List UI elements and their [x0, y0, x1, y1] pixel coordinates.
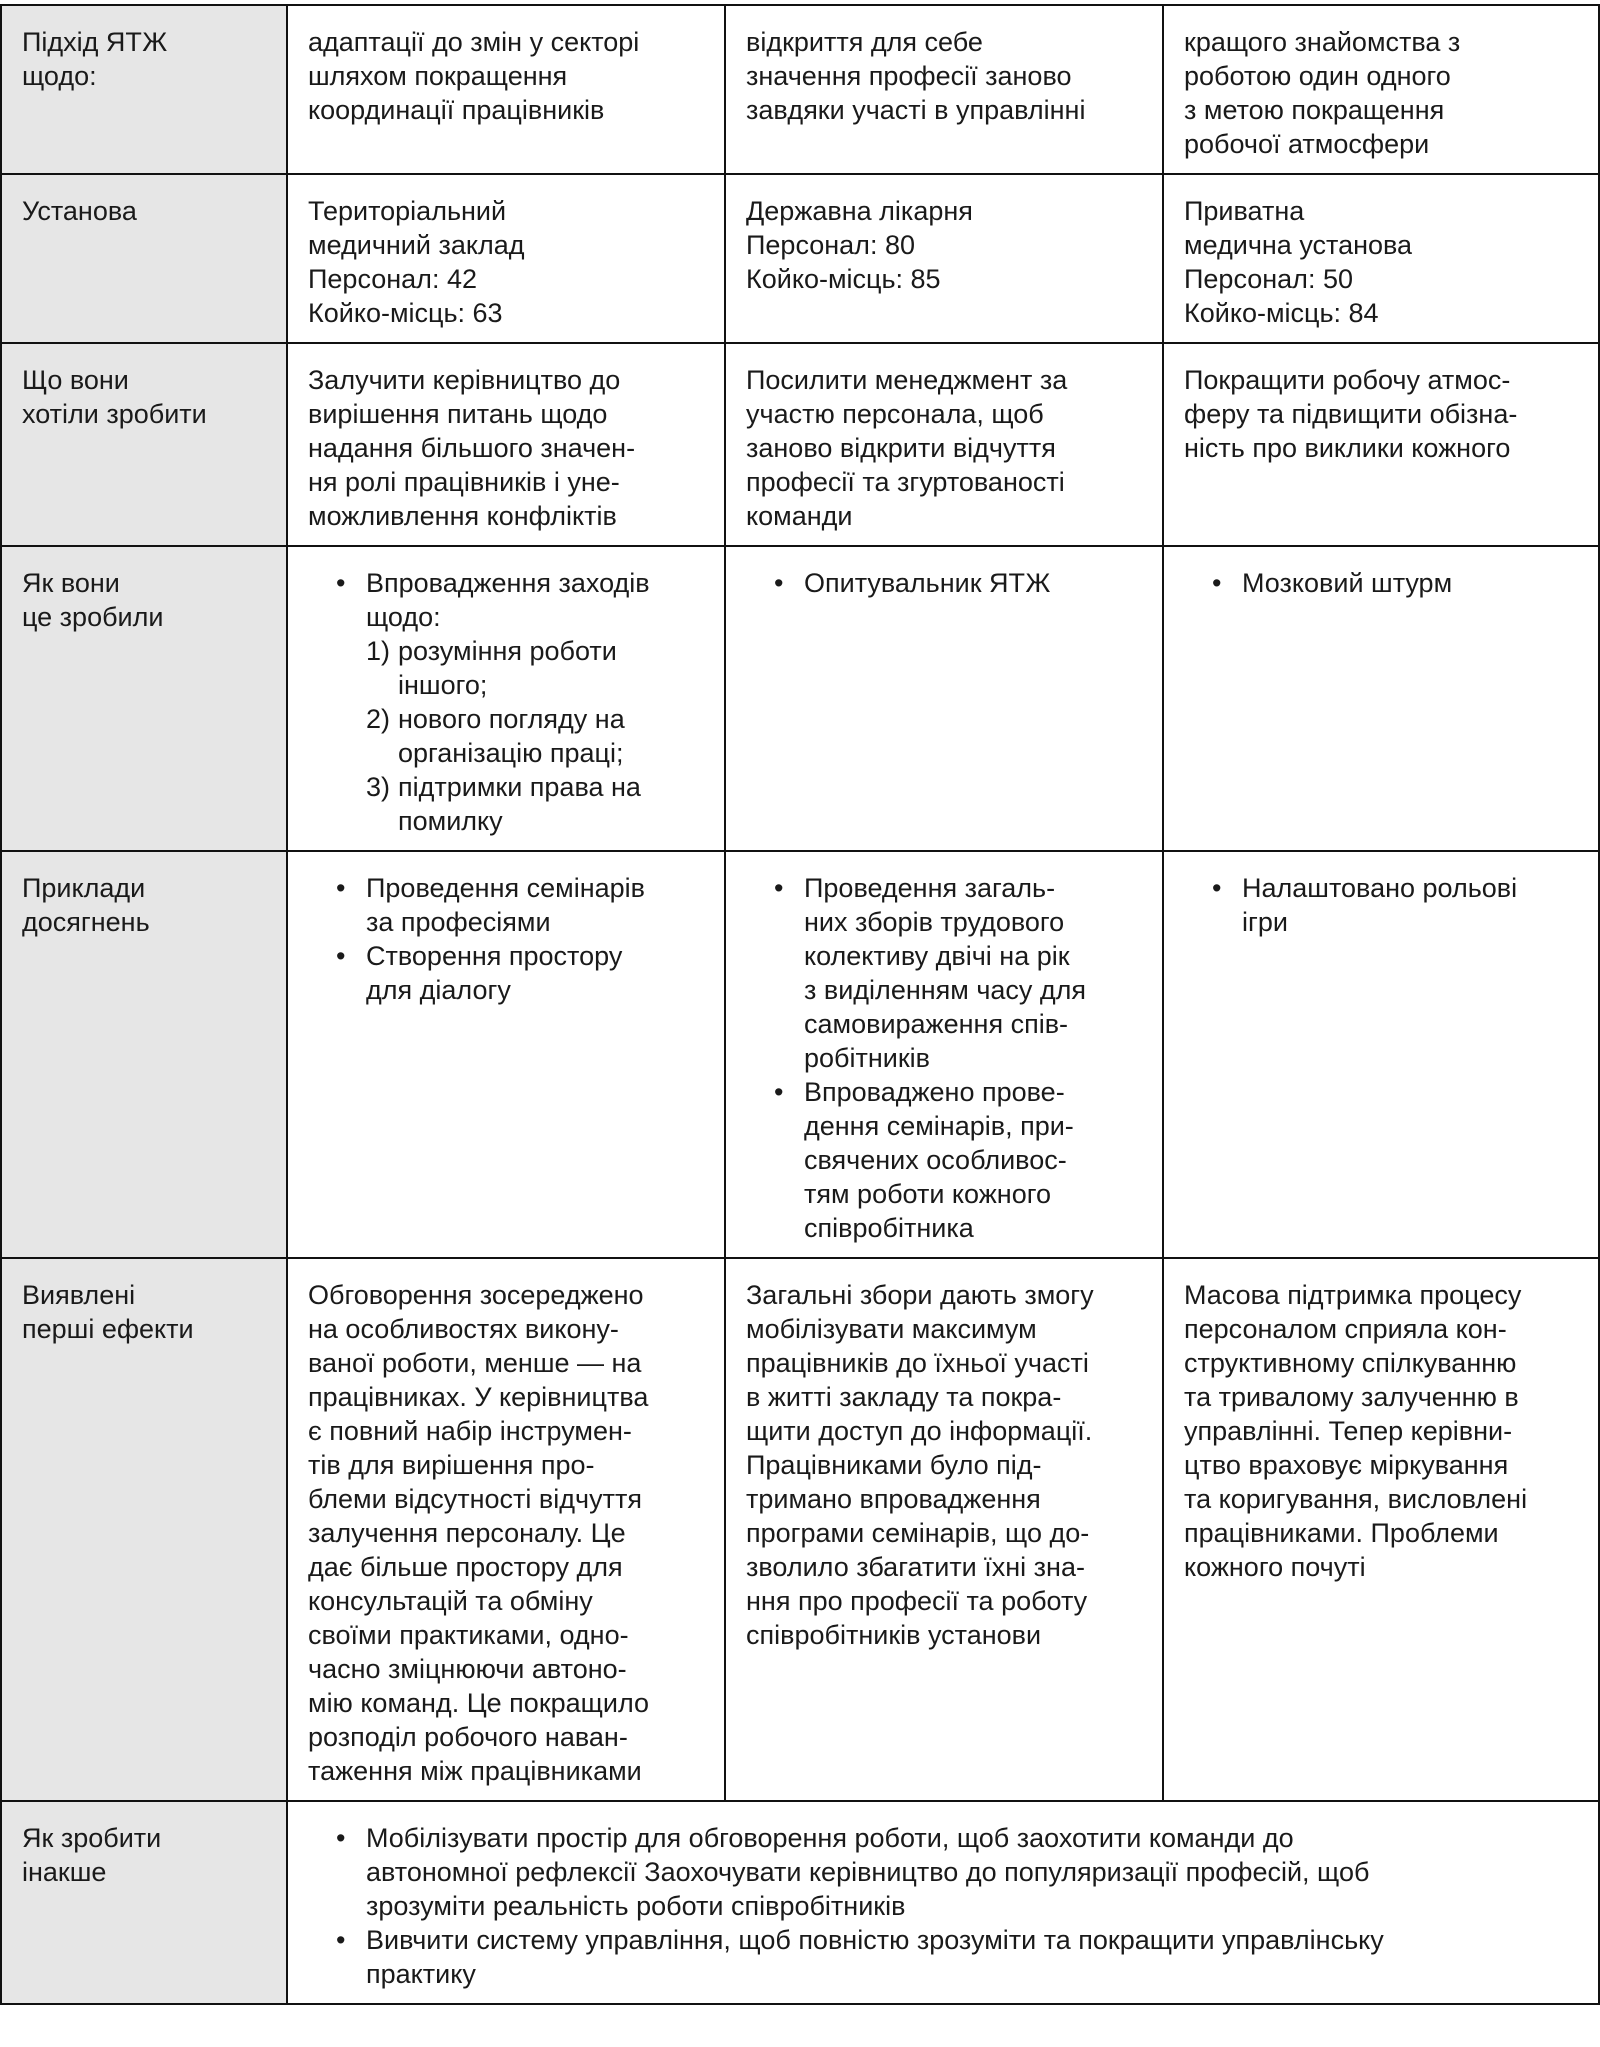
text-line: практику — [366, 1959, 476, 1989]
text-line: часно зміцнюючи автоно- — [308, 1654, 627, 1684]
text-line: для діалогу — [366, 975, 511, 1005]
row-label-goal — [1, 343, 287, 546]
cell-institution-2 — [725, 174, 1163, 343]
list-item — [366, 1923, 1578, 1991]
text-line: програми семінарів, що до- — [746, 1518, 1090, 1548]
row-label-examples — [1, 851, 287, 1258]
row-label-method — [1, 546, 287, 851]
text-line: медичний заклад — [308, 230, 525, 260]
row-method — [1, 546, 1599, 851]
bullet-list — [308, 1821, 1578, 1991]
text-line: участю персонала, щоб — [746, 399, 1044, 429]
text-line: Працівниками було під- — [746, 1450, 1042, 1480]
cell-improve — [287, 1801, 1599, 2004]
text-line: з виділенням часу для — [804, 975, 1087, 1005]
text-line: професії та згуртованості — [746, 467, 1065, 497]
text-line: тримано впровадження — [746, 1484, 1041, 1514]
bullet-list — [308, 871, 704, 1007]
text-line: своїми практиками, одно- — [308, 1620, 629, 1650]
row-label-approach — [1, 5, 287, 174]
text-line: • Мобілізувати простір для обговорення роботи, щоб заохотити команди до — [366, 1823, 1294, 1853]
text-line: іншого; — [398, 670, 488, 700]
text-line: цтво враховує міркування — [1184, 1450, 1509, 1480]
text-line: Койко-місць: 84 — [1184, 298, 1379, 328]
text-line: адаптації до змін у секторі — [308, 27, 640, 57]
cell-goal-1 — [287, 343, 725, 546]
text-line: • Вивчити систему управління, щоб повністю зрозуміти та покращити управлінську — [366, 1925, 1384, 1955]
label-line: Приклади — [22, 873, 146, 903]
text-line: зрозуміти реальність роботи співробітників — [366, 1891, 906, 1921]
label-line: Установа — [22, 196, 137, 226]
text-line: свячених особливос- — [804, 1145, 1067, 1175]
bullet-list — [308, 566, 704, 838]
cell-institution-3 — [1163, 174, 1599, 343]
text-line: роботою один одного — [1184, 61, 1451, 91]
text-line: • Впровадження заходів — [366, 568, 650, 598]
text-line: ність про виклики кожного — [1184, 433, 1511, 463]
numbered-list — [366, 634, 704, 838]
row-effects — [1, 1258, 1599, 1801]
row-examples — [1, 851, 1599, 1258]
label-line: Як зробити — [22, 1823, 162, 1853]
label-line: Підхід ЯТЖ — [22, 27, 168, 57]
item-number: 2) — [366, 704, 391, 734]
text-line: помилку — [398, 806, 503, 836]
text-line: ння про професії та роботу — [746, 1586, 1088, 1616]
label-line: Виявлені — [22, 1280, 136, 1310]
bullet-list — [746, 566, 1142, 600]
text-line: дає більше простору для — [308, 1552, 623, 1582]
text-line: відкриття для себе — [746, 27, 983, 57]
cell-approach-2 — [725, 5, 1163, 174]
text-line: ігри — [1242, 907, 1288, 937]
text-line: на особливостях викону- — [308, 1314, 619, 1344]
cell-examples-2 — [725, 851, 1163, 1258]
bullet-list — [1184, 871, 1578, 939]
numbered-item — [366, 702, 704, 770]
text-line: залучення персоналу. Це — [308, 1518, 626, 1548]
text-line: Державна лікарня — [746, 196, 973, 226]
text-line: нового погляду на — [398, 704, 625, 734]
text-line: Койко-місць: 63 — [308, 298, 503, 328]
list-item — [366, 1821, 1578, 1923]
row-institution — [1, 174, 1599, 343]
row-improve — [1, 1801, 1599, 2004]
text-line: вирішення питань щодо — [308, 399, 608, 429]
text-line: блеми відсутності відчуття — [308, 1484, 642, 1514]
text-line: організацію праці; — [398, 738, 624, 768]
text-line: розуміння роботи — [398, 636, 617, 666]
text-line: мію команд. Це покращило — [308, 1688, 650, 1718]
row-label-effects — [1, 1258, 287, 1801]
list-item — [804, 566, 1142, 600]
text-line: автономної рефлексії Заохочувати керівництво до популяризації професій, щоб — [366, 1857, 1370, 1887]
text-line: Персонал: 42 — [308, 264, 477, 294]
text-line: з метою покращення — [1184, 95, 1445, 125]
cell-effects-1 — [287, 1258, 725, 1801]
item-number: 3) — [366, 772, 391, 802]
list-item — [366, 939, 704, 1007]
cell-method-2 — [725, 546, 1163, 851]
label-line: Що вони — [22, 365, 129, 395]
text-line: Персонал: 50 — [1184, 264, 1353, 294]
text-line: та коригування, висловлені — [1184, 1484, 1528, 1514]
text-line: Територіальний — [308, 196, 507, 226]
text-line: є повний набір інструмен- — [308, 1416, 632, 1446]
text-line: та тривалому залученню в — [1184, 1382, 1519, 1412]
text-line: медична установа — [1184, 230, 1413, 260]
cell-goal-2 — [725, 343, 1163, 546]
cell-approach-1 — [287, 5, 725, 174]
text-line: щодо: — [366, 602, 441, 632]
text-line: робітників — [804, 1043, 931, 1073]
text-line: тів для вирішення про- — [308, 1450, 595, 1480]
list-item — [804, 871, 1142, 1075]
cell-method-1 — [287, 546, 725, 851]
text-line: співробітників установи — [746, 1620, 1042, 1650]
label-line: Як вони — [22, 568, 120, 598]
text-line: мобілізувати максимум — [746, 1314, 1037, 1344]
text-line: тям роботи кожного — [804, 1179, 1052, 1209]
text-line: структивному спілкуванню — [1184, 1348, 1517, 1378]
text-line: колективу двічі на рік — [804, 941, 1070, 971]
list-item — [1242, 871, 1578, 939]
text-line: • Впроваджено прове- — [804, 1077, 1065, 1107]
numbered-item — [366, 770, 704, 838]
row-label-improve — [1, 1801, 287, 2004]
text-line: • Створення простору — [366, 941, 623, 971]
text-line: Масова підтримка процесу — [1184, 1280, 1522, 1310]
list-item — [366, 871, 704, 939]
list-item — [804, 1075, 1142, 1245]
bullet-list — [1184, 566, 1578, 600]
text-line: Загальні збори дають змогу — [746, 1280, 1094, 1310]
label-line: досягнень — [22, 907, 150, 937]
text-line: в житті закладу та покра- — [746, 1382, 1062, 1412]
text-line: • Налаштовано рольові — [1242, 873, 1518, 903]
text-line: щити доступ до інформації. — [746, 1416, 1093, 1446]
text-line: працівників до їхньої участі — [746, 1348, 1089, 1378]
text-line: можливлення конфліктів — [308, 501, 617, 531]
text-line: кращого знайомства з — [1184, 27, 1461, 57]
text-line: працівниках. У керівництва — [308, 1382, 649, 1412]
cell-effects-3 — [1163, 1258, 1599, 1801]
text-line: робочої атмосфери — [1184, 129, 1430, 159]
label-line: щодо: — [22, 61, 97, 91]
text-line: консультацій та обміну — [308, 1586, 593, 1616]
text-line: • Мозковий штурм — [1242, 568, 1453, 598]
cell-effects-2 — [725, 1258, 1163, 1801]
text-line: персоналом сприяла кон- — [1184, 1314, 1507, 1344]
item-number: 1) — [366, 636, 391, 666]
text-line: значення професії заново — [746, 61, 1072, 91]
text-line: управлінні. Тепер керівни- — [1184, 1416, 1513, 1446]
text-line: феру та підвищити обізна- — [1184, 399, 1518, 429]
text-line: заново відкрити відчуття — [746, 433, 1056, 463]
label-line: інакше — [22, 1857, 107, 1887]
text-line: завдяки участі в управлінні — [746, 95, 1086, 125]
list-item — [1242, 566, 1578, 600]
text-line: ваної роботи, менше — на — [308, 1348, 642, 1378]
text-line: працівниками. Проблеми — [1184, 1518, 1499, 1548]
row-approach — [1, 5, 1599, 174]
text-line: кожного почуті — [1184, 1552, 1366, 1582]
text-line: за професіями — [366, 907, 551, 937]
text-line: дення семінарів, при- — [804, 1111, 1074, 1141]
text-line: Персонал: 80 — [746, 230, 915, 260]
cell-examples-3 — [1163, 851, 1599, 1258]
label-line: хотіли зробити — [22, 399, 207, 429]
text-line: шляхом покращення — [308, 61, 568, 91]
text-line: самовираження спів- — [804, 1009, 1069, 1039]
text-line: Приватна — [1184, 196, 1305, 226]
text-line: них зборів трудового — [804, 907, 1065, 937]
text-line: Обговорення зосереджено — [308, 1280, 644, 1310]
comparison-table — [0, 4, 1600, 2005]
text-line: • Проведення загаль- — [804, 873, 1056, 903]
text-line: підтримки права на — [398, 772, 641, 802]
text-line: Посилити менеджмент за — [746, 365, 1068, 395]
text-line: зволило збагатити їхні зна- — [746, 1552, 1085, 1582]
numbered-item — [366, 634, 704, 702]
list-item — [366, 566, 704, 838]
text-line: таження між працівниками — [308, 1756, 642, 1786]
label-line: перші ефекти — [22, 1314, 194, 1344]
cell-approach-3 — [1163, 5, 1599, 174]
text-line: Залучити керівництво до — [308, 365, 621, 395]
text-line: Койко-місць: 85 — [746, 264, 941, 294]
text-line: Покращити робочу атмос- — [1184, 365, 1511, 395]
cell-examples-1 — [287, 851, 725, 1258]
cell-goal-3 — [1163, 343, 1599, 546]
text-line: співробітника — [804, 1213, 974, 1243]
text-line: • Опитувальник ЯТЖ — [804, 568, 1051, 598]
text-line: ня ролі працівників і уне- — [308, 467, 620, 497]
bullet-list — [746, 871, 1142, 1245]
text-line: команди — [746, 501, 853, 531]
row-label-institution — [1, 174, 287, 343]
text-line: • Проведення семінарів — [366, 873, 645, 903]
text-line: надання більшого значен- — [308, 433, 636, 463]
text-line: розподіл робочого наван- — [308, 1722, 628, 1752]
cell-institution-1 — [287, 174, 725, 343]
label-line: це зробили — [22, 602, 164, 632]
cell-method-3 — [1163, 546, 1599, 851]
text-line: координації працівників — [308, 95, 605, 125]
row-goal — [1, 343, 1599, 546]
